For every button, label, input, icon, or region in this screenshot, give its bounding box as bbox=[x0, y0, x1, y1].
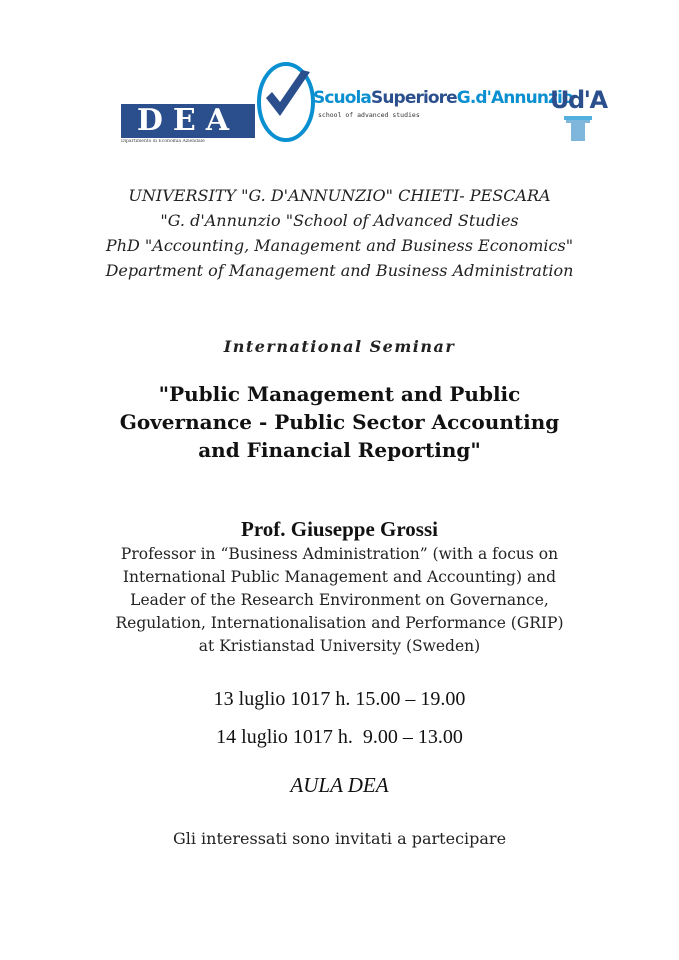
location: AULA DEA bbox=[290, 773, 389, 797]
dea-logo-subtitle: Dipartimento di Economia Aziendale bbox=[121, 139, 205, 144]
logo-banner bbox=[0, 58, 679, 148]
seminar-label: International Seminar bbox=[223, 337, 456, 356]
schedule-date-2: 14 luglio 1017 h. 9.00 – 13.00 bbox=[216, 726, 463, 748]
speaker-description-line-3: Leader of the Research Environment on Governance, bbox=[130, 591, 549, 609]
school-check-mark-icon bbox=[256, 58, 316, 142]
dea-logo bbox=[121, 104, 255, 146]
schedule-date-1: 13 luglio 1017 h. 15.00 – 19.00 bbox=[213, 688, 466, 710]
school-logo-name: ScuolaSuperioreG.d'Annunzio bbox=[313, 88, 573, 108]
school-logo-subtitle: school of advanced studies bbox=[318, 111, 420, 119]
speaker-name: Prof. Giuseppe Grossi bbox=[241, 517, 438, 541]
speaker-description-line-2: International Public Management and Accounting) and bbox=[122, 568, 557, 586]
invitation-text: Gli interessati sono invitati a partecipare bbox=[172, 829, 507, 848]
uda-logo-text: Ud'A bbox=[550, 86, 607, 114]
speaker-description-line-4: Regulation, Internationalisation and Performance (GRIP) bbox=[115, 614, 564, 632]
seminar-title-line-3: and Financial Reporting" bbox=[198, 438, 481, 462]
institution-line-4: Department of Management and Business Administration bbox=[105, 261, 574, 280]
uda-logo bbox=[550, 86, 606, 144]
seminar-title-line-2: Governance - Public Sector Accounting bbox=[119, 410, 560, 434]
seminar-title-line-1: "Public Management and Public bbox=[158, 382, 521, 406]
institution-line-3: PhD "Accounting, Management and Business Economics" bbox=[105, 236, 574, 255]
institution-line-1: UNIVERSITY "G. D'ANNUNZIO" CHIETI- PESCARA bbox=[128, 186, 551, 205]
institution-line-2: "G. d'Annunzio "School of Advanced Studies bbox=[160, 211, 519, 230]
speaker-description-line-1: Professor in “Business Administration” (with a focus on bbox=[120, 545, 559, 563]
dea-logo-text: DEA bbox=[121, 104, 255, 138]
speaker-description-line-5: at Kristianstad University (Sweden) bbox=[198, 637, 481, 655]
tower-icon bbox=[550, 86, 606, 144]
